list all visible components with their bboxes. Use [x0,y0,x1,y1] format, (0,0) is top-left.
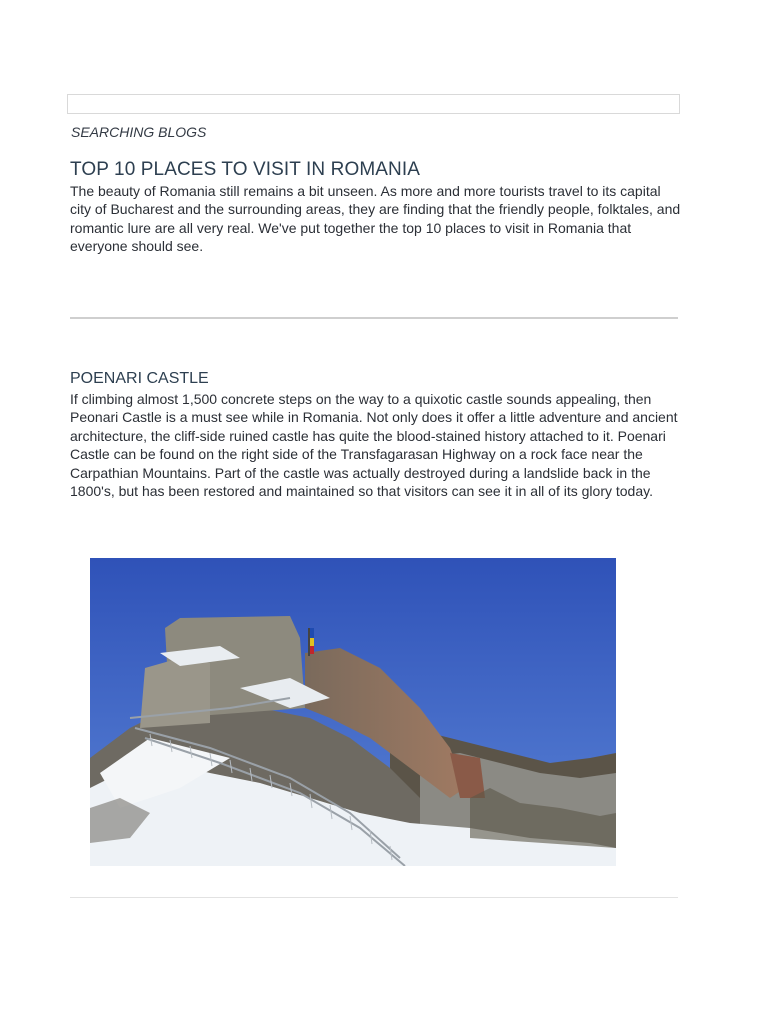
bottom-divider [70,897,678,898]
castle-photo [90,558,616,866]
section-title: POENARI CASTLE [70,370,209,387]
intro-paragraph: The beauty of Romania still remains a bit unseen. As more and more tourists travel to its capital city of Bucharest and the surrounding areas, they are finding that the friendly people, folktales, and romantic lure are all very real. We've put together the top 10 places to visit in Romania that everyone should see. [70,183,681,255]
page-title: TOP 10 PLACES TO VISIT IN ROMANIA [70,159,420,180]
blog-kicker: SEARCHING BLOGS [71,124,207,140]
section-paragraph: If climbing almost 1,500 concrete steps on the way to a quixotic castle sounds appealing, then Peonari Castle is a must see while in Romania. Not only does it offer a little adventure and ancient architecture, the cliff-side ruined castle has quite the blood-stained history attached to it. Poenari Castle can be found on the right side of the Transfagarasan Highway on a rock face near the Carpathian Mountains. Part of the castle was actually destroyed during a landslide back in the 1800's, but has been restored and maintained so that visitors can see it in all of its glory today. [70,391,678,500]
section-divider [70,317,678,319]
search-input[interactable] [67,94,680,114]
